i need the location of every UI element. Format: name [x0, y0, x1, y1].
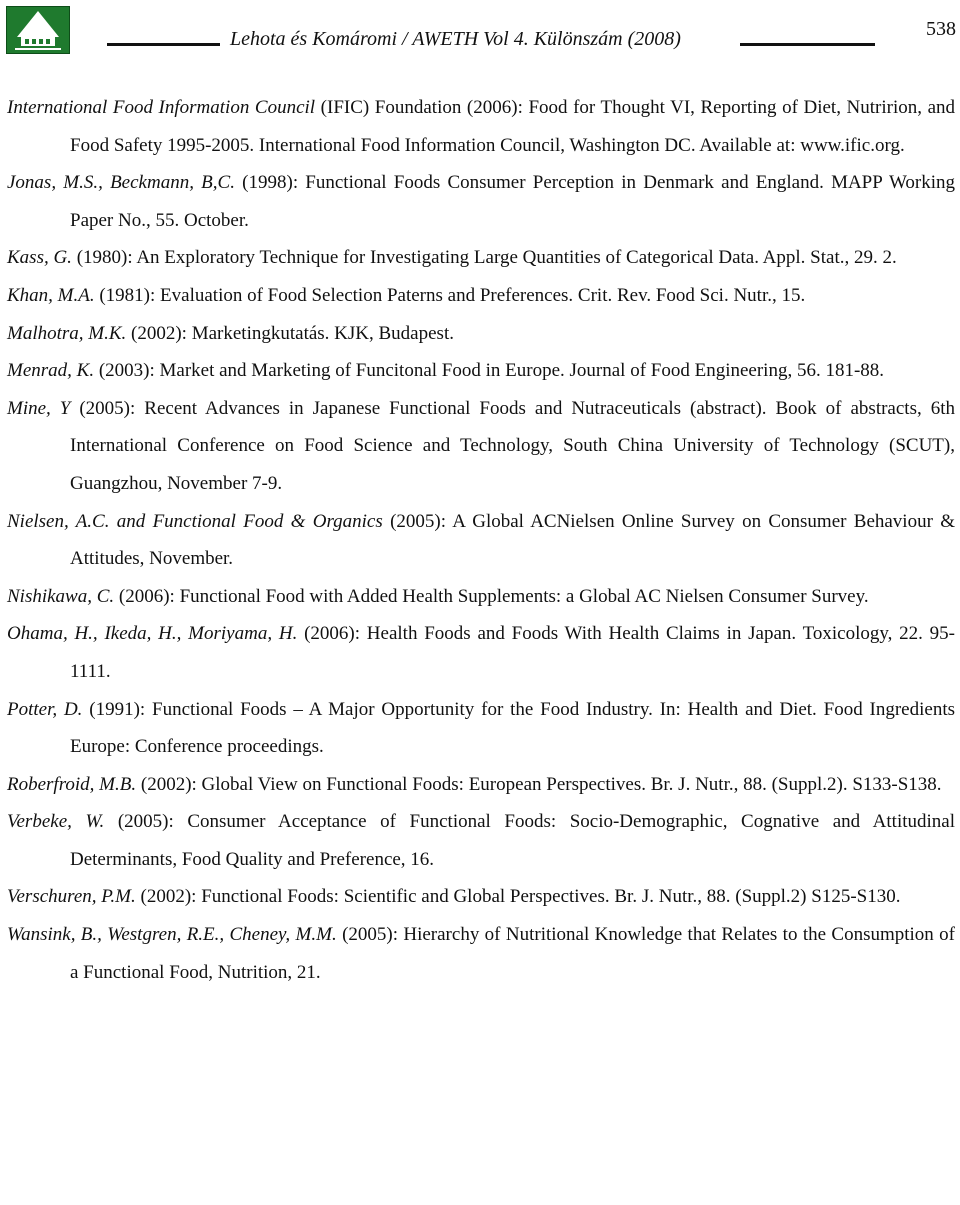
reference-author: Wansink, B., Westgren, R.E., Cheney, M.M.: [7, 924, 337, 946]
reference-text: (2005): Recent Advances in Japanese Functional Foods and Nutraceuticals (abstract). Book of abstracts, 6th International Conference on Food Science and Technology, South China University of Technology (SCUT), Guangzhou, November 7-9.: [70, 397, 955, 494]
reference-text: (2002): Global View on Functional Foods: European Perspectives. Br. J. Nutr., 88. (Suppl.2). S133-S138.: [136, 773, 942, 795]
reference-text: (2003): Market and Marketing of Funcitonal Food in Europe. Journal of Food Engineering, 56. 181-88.: [94, 360, 885, 382]
reference-author: Khan, M.A.: [7, 284, 95, 306]
reference-text: (IFIC) Foundation (2006): Food for Thought VI, Reporting of Diet, Nutririon, and Food Safety 1995-2005. International Food Information Council, Washington DC. Available at: www.ific.org.: [70, 97, 955, 156]
journal-logo-icon: [6, 6, 70, 54]
reference-text: (1998): Functional Foods Consumer Perception in Denmark and England. MAPP Working Paper No., 55. October.: [70, 172, 955, 231]
reference-entry: [7, 691, 955, 766]
reference-list: [7, 89, 955, 991]
reference-author: Mine, Y: [7, 397, 71, 419]
reference-entry: [7, 352, 955, 390]
reference-entry: [7, 578, 955, 616]
reference-text: (2006): Functional Food with Added Health Supplements: a Global AC Nielsen Consumer Survey.: [114, 585, 869, 607]
reference-author: Verbeke, W.: [7, 811, 105, 833]
page-header: [0, 0, 960, 70]
reference-author: Potter, D.: [7, 698, 83, 720]
reference-entry: [7, 89, 955, 164]
reference-text: (1980): An Exploratory Technique for Investigating Large Quantities of Categorical Data. Appl. Stat., 29. 2.: [71, 247, 897, 269]
reference-author: Jonas, M.S., Beckmann, B,C.: [7, 172, 235, 194]
reference-text: (1981): Evaluation of Food Selection Paterns and Preferences. Crit. Rev. Food Sci. Nutr., 15.: [94, 284, 806, 306]
reference-entry: [7, 315, 955, 353]
reference-entry: [7, 164, 955, 239]
reference-entry: [7, 277, 955, 315]
reference-author: Menrad, K.: [7, 360, 95, 382]
reference-author: Nielsen, A.C. and Functional Food & Organics: [7, 510, 383, 532]
reference-entry: [7, 503, 955, 578]
reference-text: (2006): Health Foods and Foods With Health Claims in Japan. Toxicology, 22. 95-1111.: [70, 623, 955, 682]
reference-entry: [7, 390, 955, 503]
reference-author: Kass, G.: [7, 247, 72, 269]
reference-author: Nishikawa, C.: [7, 585, 115, 607]
reference-entry: [7, 766, 955, 804]
reference-text: (2005): Hierarchy of Nutritional Knowledge that Relates to the Consumption of a Functional Food, Nutrition, 21.: [70, 924, 955, 983]
reference-text: (2002): Functional Foods: Scientific and Global Perspectives. Br. J. Nutr., 88. (Suppl.2) S125-S130.: [135, 886, 901, 908]
header-rule-left: [107, 43, 220, 46]
running-header-journal: Lehota és Komáromi / AWETH Vol 4. Különszám (2008): [230, 28, 681, 50]
page-number: 538: [926, 18, 956, 40]
header-rule-right: [740, 43, 875, 46]
reference-text: (2005): Consumer Acceptance of Functional Foods: Socio-Demographic, Cognative and Attitudinal Determinants, Food Quality and Preference, 16.: [70, 811, 955, 870]
reference-text: (2005): A Global ACNielsen Online Survey on Consumer Behaviour & Attitudes, November.: [70, 510, 955, 570]
reference-entry: [7, 916, 955, 991]
reference-text: (1991): Functional Foods – A Major Opportunity for the Food Industry. In: Health and Diet. Food Ingredients Europe: Conference proceedings.: [70, 698, 955, 758]
reference-author: Malhotra, M.K.: [7, 322, 127, 344]
reference-author: Roberfroid, M.B.: [7, 773, 137, 795]
reference-author: International Food Information Council: [7, 97, 316, 118]
reference-text: (2002): Marketingkutatás. KJK, Budapest.: [126, 322, 454, 344]
reference-author: Ohama, H., Ikeda, H., Moriyama, H.: [7, 623, 298, 645]
reference-entry: [7, 239, 955, 277]
reference-entry: [7, 615, 955, 690]
reference-entry: [7, 803, 955, 878]
reference-entry: [7, 878, 955, 916]
reference-author: Verschuren, P.M.: [7, 886, 136, 908]
